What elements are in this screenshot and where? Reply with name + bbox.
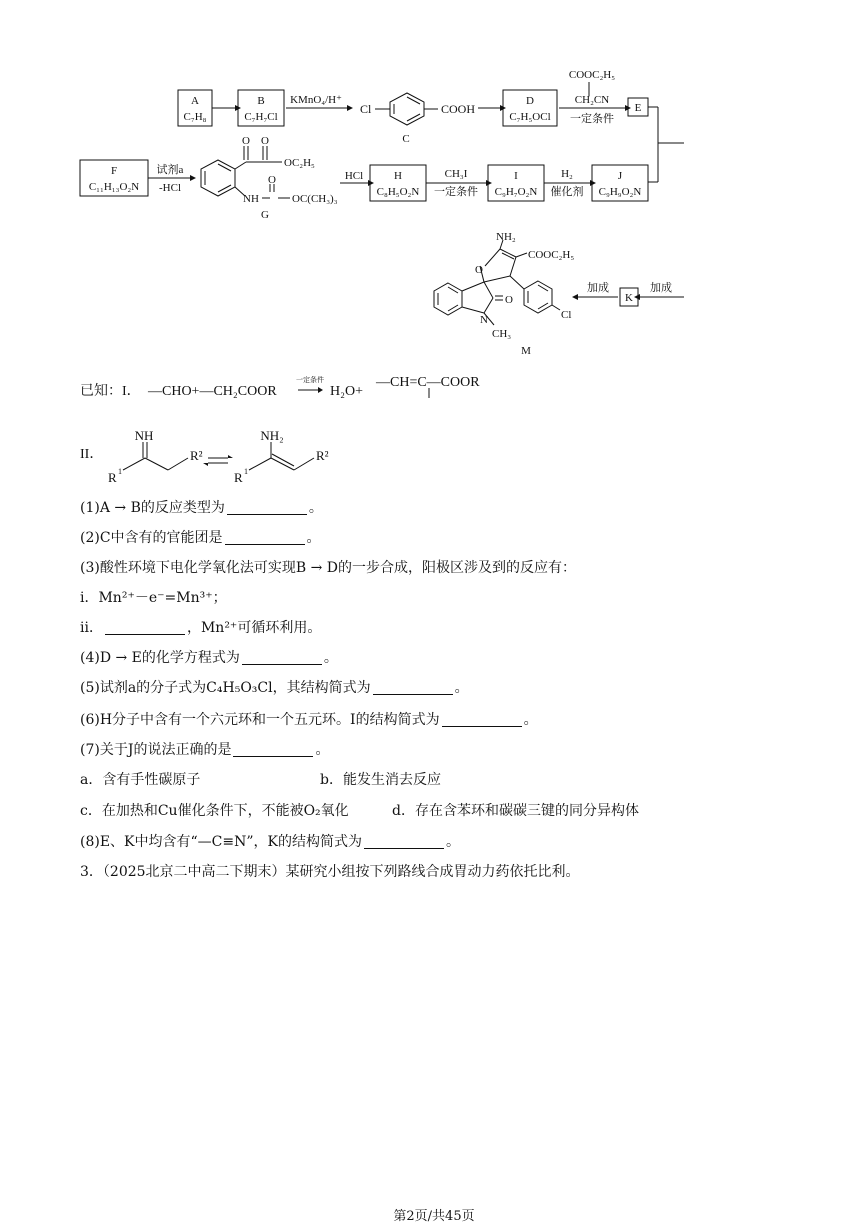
F-label: F [110,165,118,177]
question-2-text: (2)C中含有的官能团是 [80,530,223,546]
question-5-end: 。 [454,680,469,696]
known-rxn2-prefix: II． [80,447,104,462]
question-8-text: (8)E、K中均含有“—C≡N”，K的结构简式为 [80,834,362,850]
benzene-ring-C [390,93,424,125]
question-7 [80,740,329,760]
question-3-i [80,588,227,608]
reagent-FG-bottom: -HCl [159,182,181,194]
question-3-ii-text: ii． [80,620,103,636]
question-4-end: 。 [323,650,338,666]
answer-blank-2[interactable] [225,530,305,545]
reagent-FG-top: 试剂a [156,164,184,176]
question-1 [80,498,323,518]
M-chlorine: Cl [561,309,572,321]
answer-blank-4[interactable] [242,650,322,665]
question-8 [80,832,460,852]
E-label: E [634,102,642,114]
rxn2-r1-left: R [108,470,117,485]
reagent-DE-top: COOC₂H₅ [568,69,616,81]
G-boc: OC(CH₃)₃ [292,193,338,205]
question-1-text: (1)A → B的反应类型为 [80,500,225,516]
G-nh: NH [243,193,259,205]
known-rxn1-cond: 一定条件 [296,376,324,384]
option-c-text: c．在加热和Cu催化条件下，不能被O₂氧化 [80,803,349,819]
question-4-text: (4)D → E的化学方程式为 [80,650,240,666]
G-oxygen-1: O [242,135,250,147]
I-label: I [514,170,518,182]
D-label: D [526,95,534,107]
reagent-DE-mid: CH₂CN [574,94,610,106]
reagent-KM: 加成 [587,282,609,294]
option-c [80,801,349,821]
rxn2-r1-left-sup: 1 [118,467,122,476]
question-3-text: (3)酸性环境下电化学氧化法可实现B → D的一步合成，阳极区涉及到的反应有： [80,560,576,576]
question-6 [80,710,538,730]
M-methyl: CH₃ [492,328,512,340]
question-3 [80,558,576,578]
synthesis-scheme [0,0,868,360]
question-3-ii [80,618,321,638]
rxn2-amine-nh2: NH₂ [260,428,284,443]
J-label: J [617,170,623,182]
question-3-i-text: i．Mn²⁺－e⁻=Mn³⁺； [80,590,227,606]
question-8-end: 。 [445,834,460,850]
H-label: H [394,170,402,182]
M-carbonyl-oxygen: O [505,294,513,306]
F-formula: C₁₁H₁₃O₂N [88,181,140,193]
next-problem-text: 3．（2025北京二中高二下期末）某研究小组按下列路线合成胃动力药依托比利。 [80,864,580,880]
reagent-DE-cond: 一定条件 [570,113,614,125]
K-label: K [625,292,633,304]
reagent-HI-top: CH₃I [444,168,468,180]
page-footer: 第2页/共45页 [393,1209,475,1224]
G-oxygen-3: O [268,174,276,186]
M-label: M [521,345,531,357]
rxn2-r1-right-sup: 1 [244,467,248,476]
option-b-text: b．能发生消去反应 [320,772,441,788]
question-2 [80,528,321,548]
answer-blank-8[interactable] [364,834,444,849]
answer-blank-3[interactable] [105,620,185,635]
question-3-ii-end: ，Mn²⁺可循环利用。 [186,620,322,636]
M-nitrogen: N [480,314,488,326]
question-6-text: (6)H分子中含有一个六元环和一个五元环。I的结构简式为 [80,712,440,728]
option-d [392,801,639,821]
I-formula: C₉H₇O₂N [494,186,538,198]
M-ring-oxygen: O [475,264,483,276]
reagent-inK: 加成 [650,282,672,294]
option-b [320,770,441,790]
question-5 [80,678,469,698]
known-prefix: 已知：I． [80,384,141,399]
answer-blank-5[interactable] [373,680,453,695]
D-formula: C₇H₅OCl [509,111,551,123]
reagent-AB: KMnO₄/H⁺ [290,94,342,106]
rxn2-r2-left: R² [190,448,203,463]
B-formula: C₇H₇Cl [244,111,278,123]
J-formula: C₉H₉O₂N [598,186,642,198]
C-label: C [402,133,410,145]
question-4 [80,648,338,668]
G-ester: OC₂H₅ [284,157,315,169]
G-oxygen-2: O [261,135,269,147]
answer-blank-6[interactable] [442,712,522,727]
known-rxn1-right-b: —CH=C—COOR [376,375,480,390]
M-ester: COOC₂H₅ [528,249,575,261]
next-problem [80,862,580,882]
question-1-end: 。 [308,500,323,516]
G-label: G [261,209,269,221]
question-7-text: (7)关于J的说法正确的是 [80,742,232,758]
A-label: A [191,95,199,107]
answer-blank-1[interactable] [227,500,307,515]
question-7-end: 。 [315,742,330,758]
benzene-ring-G [201,160,235,196]
reagent-IJ-top: H₂ [561,168,573,180]
reagent-HI-bottom: 一定条件 [434,186,478,198]
known-rxn1-left: —CHO+—CH₂COOR [148,384,277,399]
rxn2-imine-nh: NH [134,428,154,443]
question-2-end: 。 [306,530,321,546]
A-formula: C₇H₈ [183,111,207,123]
rxn2-r1-right: R [234,470,243,485]
rxn2-r2-right: R² [316,448,329,463]
known-rxn1-right-a: H₂O+ [330,384,363,399]
B-label: B [257,95,265,107]
reagent-IJ-bottom: 催化剂 [550,186,584,198]
question-6-end: 。 [523,712,538,728]
reagent-GH: HCl [344,170,364,182]
C-chlorine: Cl [360,102,372,116]
option-a-text: a．含有手性碳原子 [80,772,201,788]
M-amino: NH₂ [496,231,516,243]
C-carboxyl: COOH [441,102,476,116]
question-5-text: (5)试剂a的分子式为C₄H₅O₃Cl，其结构简式为 [80,680,371,696]
H-formula: C₈H₅O₂N [376,186,420,198]
known-reactions [0,360,868,500]
answer-blank-7[interactable] [233,742,313,757]
option-d-text: d．存在含苯环和碳碳三键的同分异构体 [392,803,639,819]
option-a [80,770,200,790]
